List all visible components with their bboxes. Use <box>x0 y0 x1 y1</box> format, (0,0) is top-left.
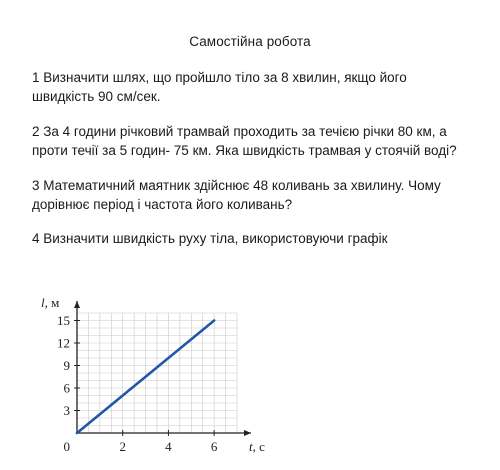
x-tick-label: 6 <box>210 439 218 454</box>
x-axis-label: t, с <box>249 439 265 454</box>
task-3: 3 Математичний маятник здійснює 48 коливань за хвилину. Чому дорівнює період і частота його коливань? <box>32 178 441 212</box>
x-tick-label: 4 <box>165 439 172 454</box>
y-axis-arrow <box>74 301 80 308</box>
task-4: 4 Визначити швидкість руху тіла, використовуючи графік <box>32 231 388 246</box>
task-1: 1 Визначити шлях, що пройшло тіло за 8 хвилин, якщо його швидкість 90 см/сек. <box>32 70 407 104</box>
y-tick-label: 9 <box>63 358 70 373</box>
y-axis-label: l, м <box>41 295 60 310</box>
y-tick-label: 15 <box>57 313 70 328</box>
origin-label: 0 <box>63 439 70 454</box>
y-tick-label: 12 <box>57 335 70 351</box>
x-axis-arrow <box>244 430 251 436</box>
distance-time-graph <box>30 280 280 460</box>
page-title: Самостійна робота <box>189 34 311 49</box>
y-tick-label: 6 <box>63 380 70 396</box>
y-tick-label: 3 <box>63 403 70 418</box>
x-tick-label: 2 <box>119 439 126 454</box>
task-2: 2 За 4 години річковий трамвай проходить за течією річки 80 км, а проти течії за 5 годин- 75 км. Яка швидкість трамвая у стоячій воді? <box>32 124 457 158</box>
